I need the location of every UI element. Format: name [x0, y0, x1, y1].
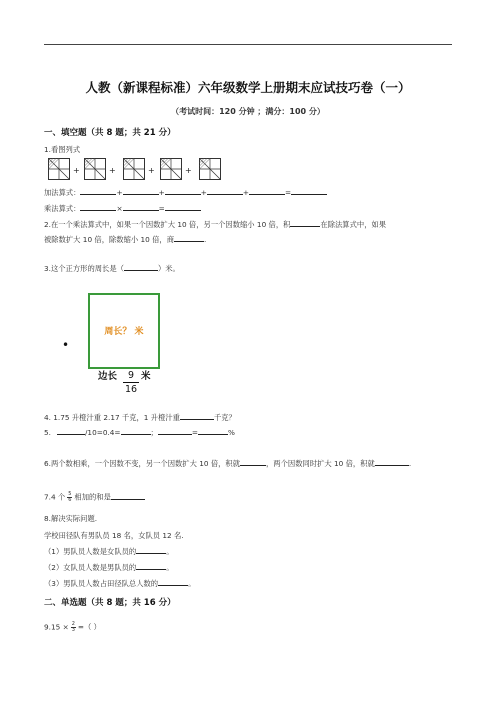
q4-line — [44, 413, 236, 423]
plus-sign: + — [200, 188, 207, 197]
answer-blank[interactable] — [174, 241, 204, 242]
answer-blank[interactable] — [165, 210, 201, 211]
q1-multiplication-line — [44, 204, 201, 214]
q2-text: 2.在一个乘法算式中，如果一个因数扩大 10 倍，另一个因数缩小 10 倍，积 — [44, 220, 291, 229]
multiplication-label: 乘法算式： — [44, 204, 81, 213]
hatched-square-icon — [160, 158, 182, 180]
q8-sub-1 — [44, 547, 174, 557]
hatched-square-icon — [123, 158, 145, 180]
q2-line-1 — [44, 220, 386, 230]
q9-fraction — [71, 622, 76, 633]
q3-text-end: ）米。 — [157, 264, 180, 273]
q7-text-end: 相加的和是 — [74, 492, 111, 502]
hatched-square-icon — [199, 158, 221, 180]
q3-line — [44, 264, 180, 274]
q6-text-end: . — [408, 459, 412, 468]
answer-blank[interactable] — [57, 434, 85, 435]
q7-fraction — [67, 492, 72, 503]
answer-blank[interactable] — [136, 569, 166, 570]
answer-blank[interactable] — [80, 194, 116, 195]
q8-prompt: 8.解决实际问题. — [44, 514, 98, 523]
answer-blank[interactable] — [158, 585, 188, 586]
times-sign: × — [116, 204, 123, 213]
q1-prompt: 1.看图列式 — [44, 145, 81, 154]
section-2-heading: 二、单选题（共 8 题；共 16 分） — [44, 598, 176, 608]
edge-unit: 米 — [141, 371, 151, 382]
answer-blank[interactable] — [121, 434, 151, 435]
answer-blank[interactable] — [158, 434, 192, 435]
q9-text-end: =（ ） — [77, 622, 101, 632]
q8-sub-text: （1）男队员人数是女队员的 — [44, 547, 137, 556]
answer-blank[interactable] — [290, 226, 320, 227]
answer-blank[interactable] — [80, 210, 116, 211]
q9-line — [44, 622, 101, 633]
fraction-denominator: 3 — [71, 627, 75, 633]
edge-label: 边长 — [98, 371, 118, 382]
answer-blank[interactable] — [240, 465, 266, 466]
q8-end: 。 — [188, 579, 196, 588]
answer-blank[interactable] — [198, 434, 228, 435]
answer-blank[interactable] — [249, 194, 285, 195]
plus-sign: + — [158, 188, 165, 197]
q1-addition-line — [44, 188, 327, 198]
q7-line — [44, 492, 145, 503]
plus-sign: + — [242, 188, 249, 197]
q4-text: 4. 1.75 升橙汁重 2.17 千克，1 升橙汁重 — [44, 413, 180, 422]
fraction-denominator: 6 — [68, 497, 72, 503]
q2-text-2: 被除数扩大 10 倍，除数缩小 10 倍，商 — [44, 235, 175, 244]
plus-sign: + — [116, 188, 123, 197]
equals-sign: = — [284, 188, 292, 197]
plus-sign: + — [185, 166, 192, 175]
q5-number: 5. — [44, 428, 51, 437]
q8-sub-2 — [44, 563, 174, 573]
q6-line — [44, 459, 411, 469]
addition-label: 加法算式： — [44, 188, 81, 197]
top-rule — [44, 44, 452, 45]
fraction-denominator: 16 — [124, 384, 138, 395]
square-figure — [88, 293, 160, 369]
answer-blank[interactable] — [375, 465, 409, 466]
q3-text: 3.这个正方形的周长是（ — [44, 264, 124, 273]
plus-sign: + — [73, 166, 80, 175]
plus-sign: + — [148, 166, 155, 175]
hatched-square-icon — [48, 158, 70, 180]
q6-text-mid: ，两个因数同时扩大 10 倍，积就 — [266, 459, 375, 468]
answer-blank[interactable] — [124, 270, 158, 271]
answer-blank[interactable] — [291, 194, 327, 195]
q4-text-end: 千克？ — [213, 413, 236, 422]
answer-blank[interactable] — [111, 499, 145, 500]
q2-line-2 — [44, 235, 206, 245]
plus-sign: + — [109, 166, 116, 175]
edge-fraction — [123, 370, 139, 396]
perimeter-label: 周长？ 米 — [104, 327, 144, 337]
paper-title: 人教（新课程标准）六年级数学上册期末应试技巧卷（一） — [85, 80, 411, 95]
q2-text-end: 在除法算式中，如果 — [320, 220, 387, 229]
q8-sub-text: （3）男队员人数占田径队总人数的 — [44, 579, 159, 588]
exam-info: （考试时间：120 分钟 ；满分：100 分） — [171, 107, 325, 116]
q8-end: 。 — [166, 563, 174, 572]
q9-text: 9.15 × — [44, 622, 69, 632]
hatched-square-icon — [84, 158, 106, 180]
answer-blank[interactable] — [123, 194, 159, 195]
bullet: • — [62, 338, 70, 352]
q6-text: 6.两个数相乘，一个因数不变，另一个因数扩大 10 倍，积就 — [44, 459, 241, 468]
answer-blank[interactable] — [180, 419, 214, 420]
equals-sign: = — [158, 204, 165, 213]
answer-blank[interactable] — [207, 194, 243, 195]
answer-blank[interactable] — [123, 210, 159, 211]
q8-intro: 学校田径队有男队员 18 名，女队员 12 名. — [44, 531, 184, 540]
q8-end: 。 — [166, 547, 174, 556]
q8-sub-3 — [44, 579, 195, 589]
q5-separator: ； — [150, 428, 158, 437]
answer-blank[interactable] — [136, 553, 166, 554]
equals-sign: = — [191, 428, 198, 437]
section-1-heading: 一、填空题（共 8 题；共 21 分） — [44, 128, 176, 138]
answer-blank[interactable] — [165, 194, 201, 195]
q2-text-2-end: . — [204, 235, 207, 244]
fraction-numerator: 9 — [123, 370, 139, 383]
q5-line — [44, 428, 235, 438]
fraction-numerator: 5 — [68, 491, 72, 497]
percent-sign: % — [227, 428, 235, 437]
fraction-numerator: 2 — [71, 621, 75, 627]
q5-text: /10=0.4= — [84, 428, 121, 437]
q8-sub-text: （2）女队员人数是男队员的 — [44, 563, 137, 572]
q7-text: 7.4 个 — [44, 492, 66, 502]
